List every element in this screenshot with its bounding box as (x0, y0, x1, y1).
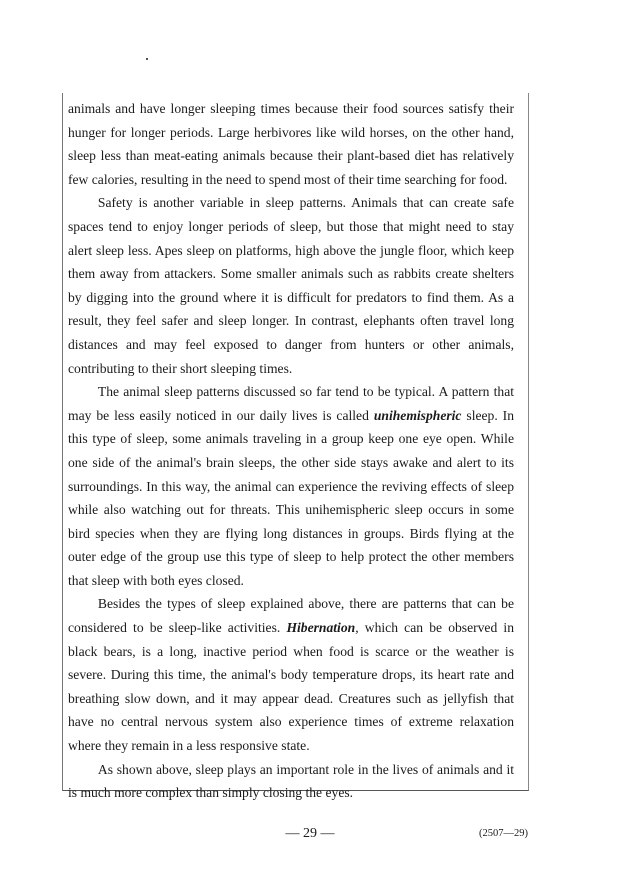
paragraph-1 (68, 97, 514, 191)
term-hibernation: Hibernation (286, 620, 356, 636)
paragraph-text: sleep. In this type of sleep, some animals traveling in a group keep one eye open. While one side of the animal's brain sleeps, the other side stays awake and alert to its surroundings. In this way, the animal can experience the reviving effects of sleep while also watching out for threats. This unihemispheric sleep occurs in some bird species when they are flying long distances in groups. Birds flying at the outer edge of the group use this type of sleep to help protect the other members that sleep with both eyes closed. (68, 407, 514, 588)
paragraph-2 (68, 191, 514, 380)
page-code: (2507—29) (479, 828, 528, 839)
body-text (68, 97, 514, 805)
paragraph-3 (68, 380, 514, 592)
stray-mark (146, 58, 148, 60)
paragraph-text: Safety is another variable in sleep patterns. Animals that can create safe spaces tend to enjoy longer periods of sleep, but those that might need to stay alert sleep less. Apes sleep on platforms, high above the jungle floor, which keep them away from attackers. Some smaller animals such as rabbits create shelters by digging into the ground where it is difficult for predators to find them. As a result, they feel safer and sleep longer. In contrast, elephants often travel long distances and may feel exposed to danger from hunters or other animals, contributing to their short sleeping times. (68, 195, 514, 376)
paragraph-text: Besides the types of sleep explained above, there are patterns that can be considered to be sleep-like activities. (68, 596, 514, 636)
paragraph-text: , which can be observed in black bears, is a long, inactive period when food is scarce or the weather is severe. During this time, the animal's body temperature drops, its heart rate and breathing slow down, and it may appear dead. Creatures such as jellyfish that have no central nervous system also experience times of extreme relaxation where they remain in a less responsive state. (68, 620, 515, 754)
paragraph-text: As shown above, sleep plays an important role in the lives of animals and it is much more complex than simply closing the eyes. (68, 761, 514, 801)
paragraph-text: animals and have longer sleeping times because their food sources satisfy their hunger for longer periods. Large herbivores like wild horses, on the other hand, sleep less than meat-eating animals because their plant-based diet has relatively few calories, resulting in the need to spend most of their time searching for food. (68, 101, 514, 187)
paragraph-4 (68, 592, 514, 757)
page-number: — 29 — (285, 826, 335, 841)
term-unihemispheric: unihemispheric (373, 407, 462, 423)
paragraph-text: The animal sleep patterns discussed so far tend to be typical. A pattern that may be less easily noticed in our daily lives is called (68, 384, 514, 423)
paragraph-5 (68, 758, 514, 805)
